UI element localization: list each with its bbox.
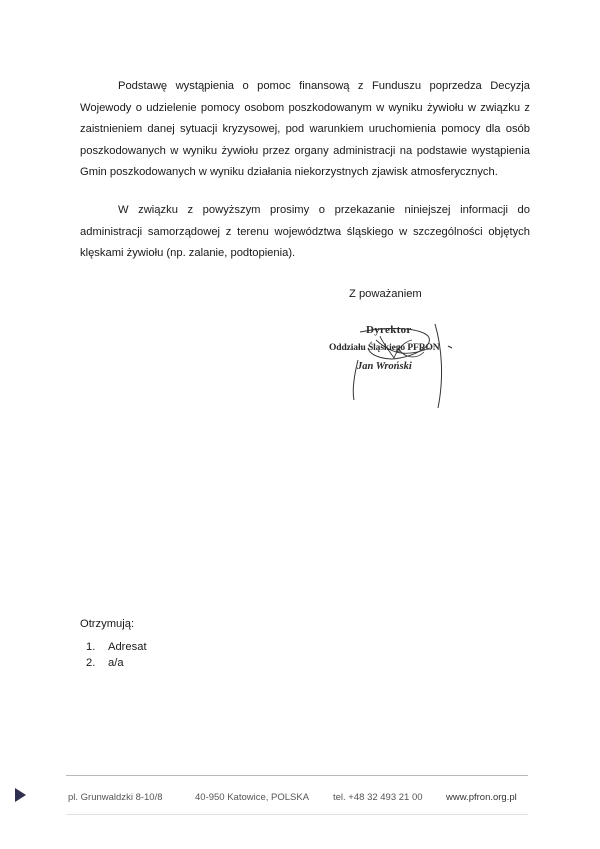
list-item-text: Adresat (108, 641, 147, 653)
footer-city: 40-950 Katowice, POLSKA (195, 792, 310, 803)
list-item (86, 640, 147, 656)
stamp-title: Dyrektor (366, 324, 412, 336)
paragraph-line: samorządowej z terenu województwa śląskiego w szczególności objętych klęskami żywiołu (80, 225, 530, 259)
list-item-text: a/a (108, 656, 124, 669)
footer-bottom-divider (66, 814, 528, 815)
paragraph-line: danej sytuacji kryzysowej, pod warunkiem uruchomienia pomocy dla osób poszkodowanych (80, 123, 531, 157)
stamp-unit: Oddziału Śląskiego PFRON (329, 343, 440, 353)
arrow-right-icon (15, 788, 26, 802)
paragraph-line: W związku z powyższym prosimy o przekazanie niniejszej informacji do administracji (80, 204, 530, 238)
stamp-name: Jan Wroński (357, 361, 412, 372)
recipients-list (86, 640, 147, 671)
closing-salutation: Z poważaniem (349, 288, 422, 300)
paragraph-line: poszkodowanych w wyniku działania niekorzystnych zjawisk atmosferycznych. (109, 166, 498, 178)
footer-website: www.pfron.org.pl (446, 792, 517, 803)
paragraph-funding-basis (80, 76, 530, 184)
paragraph-line: (np. zalanie, podtopienia). (166, 247, 296, 259)
paragraph-line: Podstawę wystąpienia o pomoc finansową z Funduszu poprzedza Decyzja Wojewody (80, 80, 530, 114)
paragraph-line: o udzielenie pomocy osobom poszkodowanym w wyniku żywiołu w związku z zaistnieniem (80, 101, 530, 135)
paragraph-line: w wyniku żywiołu przez organy administracji na podstawie wystąpienia Gmin (80, 144, 530, 178)
paragraph-request (80, 200, 530, 265)
recipients-heading: Otrzymują: (80, 618, 135, 630)
list-item-number: 1. (86, 641, 96, 653)
list-item-number: 2. (86, 656, 96, 669)
footer-address: pl. Grunwaldzki 8-10/8 (68, 792, 163, 803)
footer-phone: tel. +48 32 493 21 00 (333, 792, 423, 803)
list-item (86, 656, 147, 672)
footer-divider (66, 775, 528, 776)
